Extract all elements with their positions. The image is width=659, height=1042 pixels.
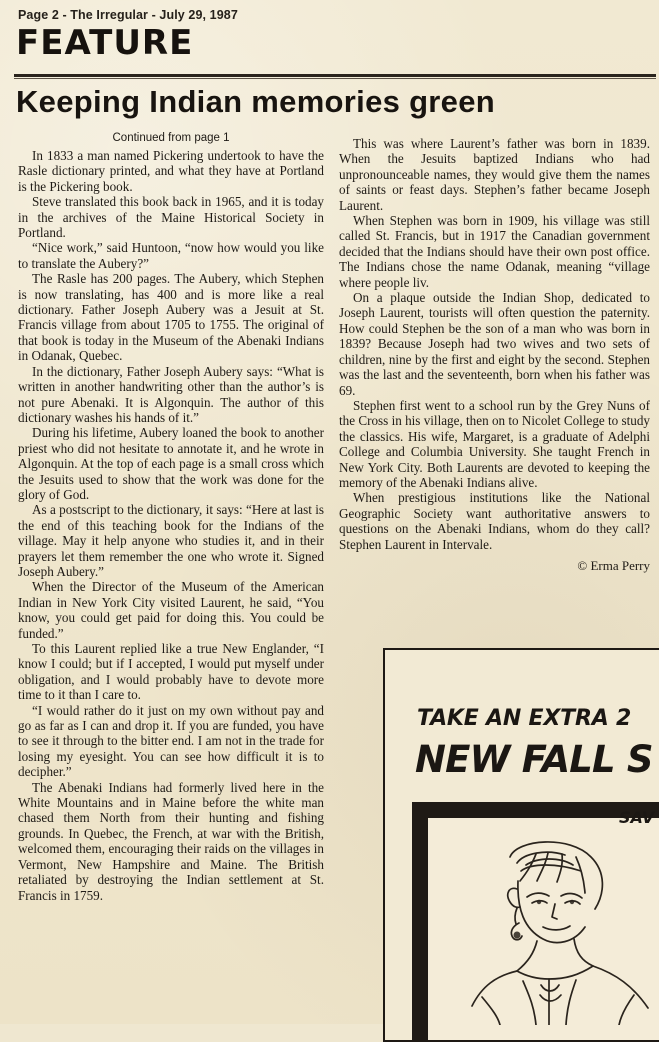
article-paragraph: When prestigious institutions like the National Geographic Society want authoritative answers to questions on the Abenaki Indians, whom do they call? Stephen Laurent in Intervale. bbox=[339, 490, 650, 552]
article-paragraph: In 1833 a man named Pickering undertook to have the Rasle dictionary printed, and what they have at Portland is the Pickering book. bbox=[18, 148, 324, 194]
page-folio: Page 2 - The Irregular - July 29, 1987 bbox=[18, 8, 238, 22]
article-paragraph: Stephen first went to a school run by the Grey Nuns of the Cross in his village, then on to Nicolet College to study the classics. His wife, Margaret, is a graduate of Adelphi College and Columbia University. She taught French in New York City. Both Laurents are devoted to keeping the memory of the Abenaki Indians alive. bbox=[339, 397, 650, 490]
article-column-2 bbox=[339, 136, 650, 573]
ad-badge-text: SAV bbox=[619, 808, 655, 827]
continued-note: Continued from page 1 bbox=[112, 132, 230, 144]
article-paragraph: During his lifetime, Aubery loaned the book to another priest who did not hesitate to annotate it, and he wrote in Algonquin. At the top of each page is a small cross which the Jesuits used to show that the work was done for the glory of God. bbox=[18, 425, 324, 502]
header-rule-thick bbox=[14, 74, 656, 77]
article-paragraph: “I would rather do it just on my own without pay and go as far as I can and drop it. If you are funded, you have to see it through to the bitter end. I am not in the trade for losing my eyesight. You can see how difficult it is to decipher.” bbox=[18, 702, 324, 780]
article-paragraph: Steve translated this book back in 1965, and it is today in the archives of the Maine Historical Society in Portland. bbox=[18, 194, 324, 241]
woman-fashion-illustration bbox=[425, 835, 659, 1025]
section-heading: FEATURE bbox=[16, 23, 194, 63]
advertisement bbox=[383, 648, 659, 1042]
article-paragraph: “Nice work,” said Huntoon, “now how would you like to translate the Aubery?” bbox=[18, 240, 324, 271]
ad-headline-line2: NEW FALL S bbox=[415, 738, 653, 781]
article-byline: © Erma Perry bbox=[577, 557, 650, 573]
article-paragraph: The Abenaki Indians had formerly lived here in the White Mountains and in Maine before the white man chased them North from their hunting and fishing grounds. In Quebec, the French, at war with the British, welcomed them, encouraging their raids on the villages in Vermont, New Hampshire and Maine. The British retaliated by destroying the Indian settlement at St. Francis in 1759. bbox=[18, 779, 324, 903]
article-headline: Keeping Indian memories green bbox=[16, 84, 495, 119]
article-paragraph: On a plaque outside the Indian Shop, dedicated to Joseph Laurent, tourists will often question the paternity. How could Stephen be the son of a man who was born in 1839? Because Joseph had two wives and two sets of children, nine by the first and eight by the second. Stephen was the last and the seventeenth, born when his father was 69. bbox=[339, 290, 650, 398]
article-paragraph: The Rasle has 200 pages. The Aubery, which Stephen is now translating, has 400 and is more like a real dictionary. Father Joseph Aubery was a Jesuit at St. Francis village from about 1705 to 1755. The original of that book is today in the Museum of the Abenaki Indians in Odanak, Quebec. bbox=[18, 271, 324, 364]
article-paragraph: When the Director of the Museum of the American Indian in New York City visited Laurent, he said, “You know, you could get paid for doing this. You could be funded.” bbox=[18, 579, 324, 641]
article-paragraph: When Stephen was born in 1909, his village was still called St. Francis, but in 1917 the Canadian government decided that the Indians should have their own post office. The Indians chose the name Odanak, meaning “village where people liv. bbox=[339, 213, 650, 290]
ad-headline-line1: TAKE AN EXTRA 2 bbox=[417, 706, 632, 731]
article-paragraph: As a postscript to the dictionary, it says: “Here at last is the end of this teaching book for the Indians of the village. May it help anyone who studies it, and in their prayers let them remember the one who wrote it. Signed Joseph Aubery.” bbox=[18, 502, 324, 579]
article-paragraph: To this Laurent replied like a true New Englander, “I know I could; but if I accepted, I would put myself under obligation, and I would probably have to devote more time to it than I care to. bbox=[18, 641, 324, 703]
article-column-1 bbox=[18, 132, 324, 903]
article-paragraph: This was where Laurent’s father was born in 1839. When the Jesuits baptized Indians who had unpronounceable names, they would give them the names of saints or feast days. Stephen’s father became Joseph Laurent. bbox=[339, 136, 650, 213]
article-paragraph: In the dictionary, Father Joseph Aubery says: “What is written in another handwriting other than the author’s is not pure Abenaki. It is Algonquin. The author of this dictionary washes his hands of it.” bbox=[18, 363, 324, 425]
header-rule-thin bbox=[14, 78, 656, 79]
